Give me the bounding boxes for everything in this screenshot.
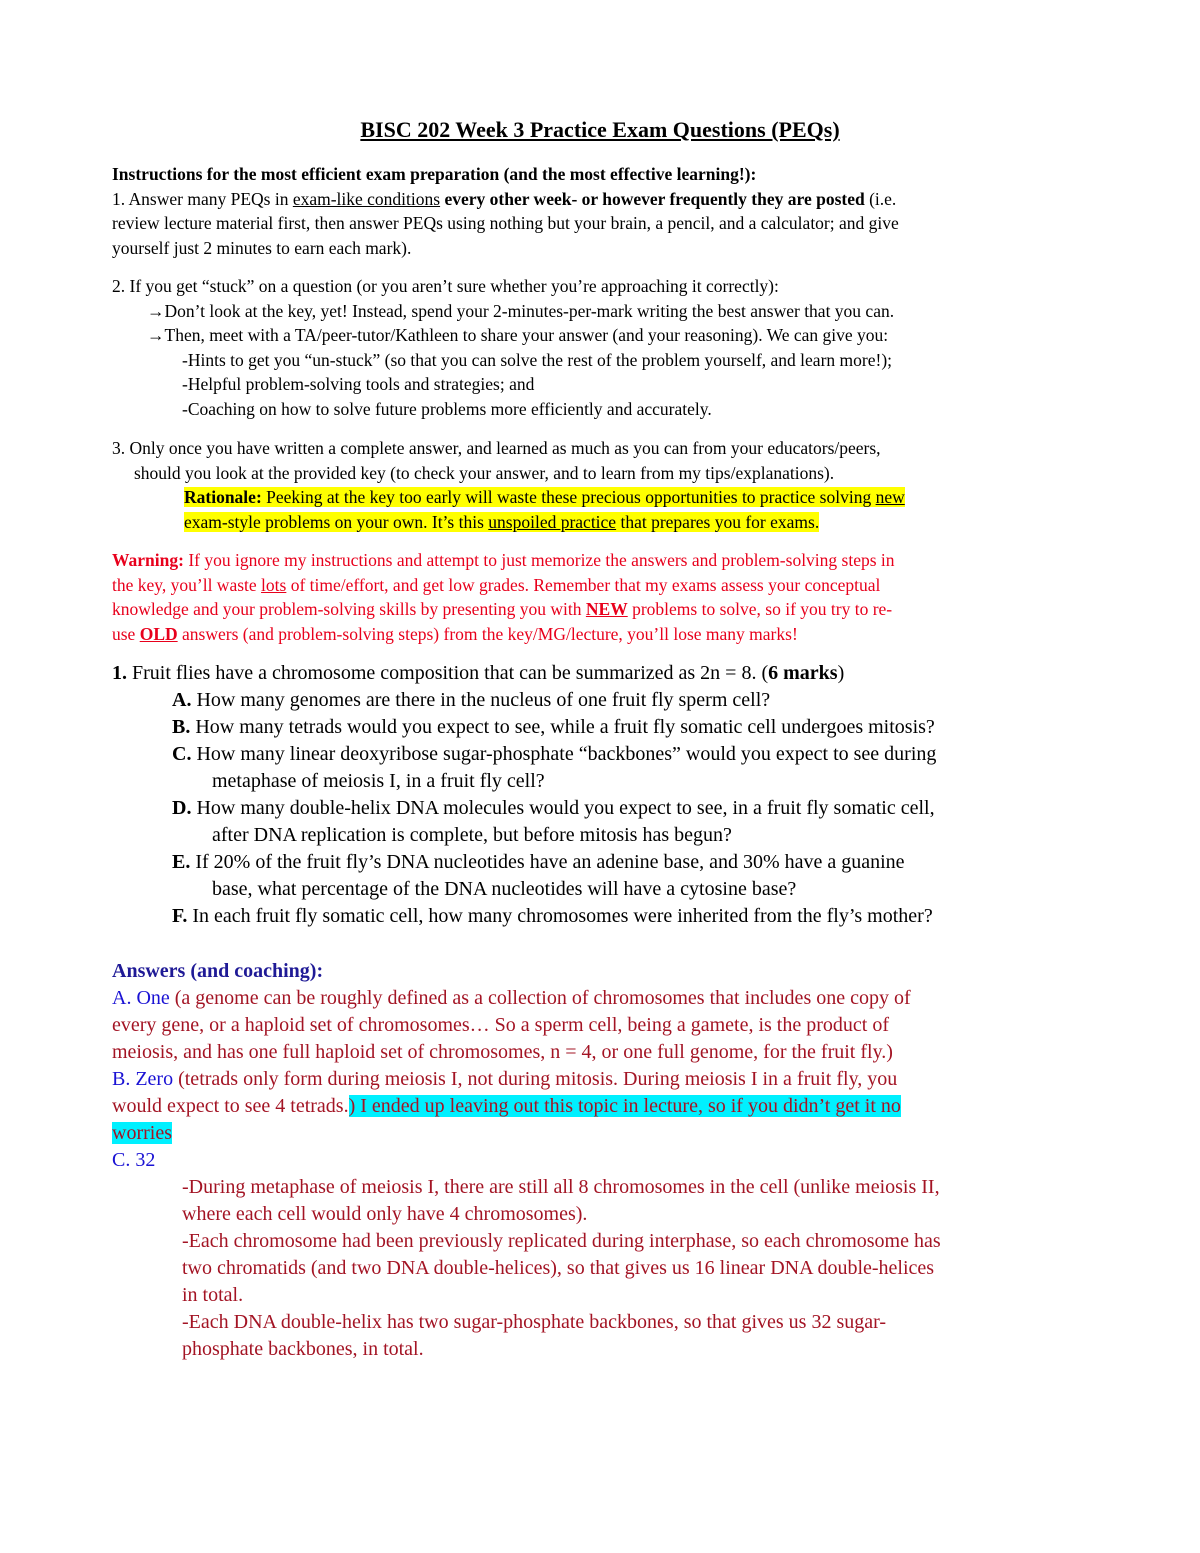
answer-a-line-1: A. One (a genome can be roughly defined as a collection of chromosomes that includes one copy of (112, 987, 911, 1009)
rationale-label: Rationale: (184, 487, 262, 507)
instruction-1-line-3: yourself just 2 minutes to earn each mark). (112, 237, 412, 258)
question-part-d-cont: after DNA replication is complete, but before mitosis has begun? (212, 824, 732, 846)
answer-c-line-2: where each cell would only have 4 chromosomes). (182, 1203, 588, 1225)
answer-c-line-5: in total. (182, 1284, 244, 1306)
question-part-e: E. If 20% of the fruit fly’s DNA nucleotides have an adenine base, and 30% have a guanine (172, 851, 905, 873)
instruction-1-line-2: review lecture material first, then answer PEQs using nothing but your brain, a pencil, and a calculator; and give (112, 213, 899, 233)
warning-label: Warning: (112, 550, 184, 570)
instructions-heading: Instructions for the most efficient exam preparation (and the most effective learning!): (112, 164, 757, 184)
answers-section (112, 958, 1092, 1363)
question-part-f: F. In each fruit fly somatic cell, how many chromosomes were inherited from the fly’s mother? (172, 905, 933, 927)
exam-like-conditions-text: exam-like conditions (292, 188, 441, 209)
instructions-section (112, 162, 1092, 260)
answer-c-line-3: -Each chromosome had been previously replicated during interphase, so each chromosome has (182, 1230, 941, 1252)
answer-b-line-3: worries (112, 1122, 172, 1144)
warning-line-1: Warning: If you ignore my instructions and attempt to just memorize the answers and problem-solving steps in (112, 550, 895, 570)
instruction-2-hint-1: -Hints to get you “un-stuck” (so that you can solve the rest of the problem yourself, and learn more!); (182, 349, 893, 370)
rationale-line-1: Rationale: Peeking at the key too early will waste these precious opportunities to practice solving new (184, 487, 905, 507)
answer-c-line-4: two chromatids (and two DNA double-helices), so that gives us 16 linear DNA double-helices (182, 1257, 935, 1279)
warning-line-2: the key, you’ll waste lots of time/effort, and get low grades. Remember that my exams assess your conceptual (112, 574, 881, 595)
instruction-2-arrow-2: →Then, meet with a TA/peer-tutor/Kathleen to share your answer (and your reasoning). We can give you: (147, 325, 889, 345)
answer-c-line-7: phosphate backbones, in total. (182, 1338, 424, 1360)
instruction-2-line-1: 2. If you get “stuck” on a question (or you aren’t sure whether you’re approaching it correctly): (112, 276, 779, 296)
answers-heading: Answers (and coaching): (112, 960, 324, 982)
page-title: BISC 202 Week 3 Practice Exam Questions (PEQs) (360, 117, 840, 142)
question-marks: 6 marks (768, 662, 838, 684)
question-part-b: B. How many tetrads would you expect to see, while a fruit fly somatic cell undergoes mitosis? (172, 716, 935, 738)
answer-a-line-3: meiosis, and has one full haploid set of chromosomes, n = 4, or one full genome, for the fruit fly.) (112, 1041, 893, 1063)
answer-c-line-1: -During metaphase of meiosis I, there are still all 8 chromosomes in the cell (unlike meiosis II, (182, 1176, 940, 1198)
question-1-stem: 1. Fruit flies have a chromosome composition that can be summarized as 2n = 8. (6 marks) (112, 662, 845, 684)
instruction-3 (112, 436, 1092, 534)
warning-section (112, 548, 1092, 646)
answer-c-line-6: -Each DNA double-helix has two sugar-phosphate backbones, so that gives us 32 sugar- (182, 1311, 887, 1333)
answer-a-line-2: every gene, or a haploid set of chromosomes… So a sperm cell, being a gamete, is the product of (112, 1014, 889, 1036)
answer-c-label: C. 32 (112, 1149, 156, 1171)
instruction-1-line-1: 1. Answer many PEQs in exam-like conditions every other week- or however frequently they are posted (i.e. (112, 188, 897, 209)
question-part-c: C. How many linear deoxyribose sugar-phosphate “backbones” would you expect to see during (172, 743, 937, 765)
instruction-3-line-1: 3. Only once you have written a complete answer, and learned as much as you can from your educators/peers, (112, 438, 881, 458)
question-part-a: A. How many genomes are there in the nucleus of one fruit fly sperm cell? (172, 689, 771, 711)
answer-b-line-2: would expect to see 4 tetrads.) I ended up leaving out this topic in lecture, so if you didn’t get it no (112, 1095, 901, 1117)
answer-b-highlight: ) I ended up leaving out this topic in lecture, so if you didn’t get it no (348, 1095, 901, 1117)
instruction-2-arrow-1: →Don’t look at the key, yet! Instead, spend your 2-minutes-per-mark writing the best answer that you can. (147, 300, 895, 321)
warning-line-4: use OLD answers (and problem-solving steps) from the key/MG/lecture, you’ll lose many marks! (112, 623, 798, 644)
instruction-2 (112, 274, 1092, 421)
instruction-2-hint-3: -Coaching on how to solve future problems more efficiently and accurately. (182, 398, 712, 419)
question-part-c-cont: metaphase of meiosis I, in a fruit fly cell? (212, 770, 545, 792)
question-part-e-cont: base, what percentage of the DNA nucleotides will have a cytosine base? (212, 878, 797, 900)
instruction-3-line-2: should you look at the provided key (to check your answer, and to learn from my tips/explanations). (134, 462, 835, 483)
rationale-line-2: exam-style problems on your own. It’s this unspoiled practice that prepares you for exams. (184, 511, 820, 532)
warning-line-3: knowledge and your problem-solving skills by presenting you with NEW problems to solve, so if you try to re- (112, 599, 893, 619)
question-1 (112, 660, 1092, 930)
answer-b-line-1: B. Zero (tetrads only form during meiosis I, not during mitosis. During meiosis I in a fruit fly, you (112, 1068, 898, 1090)
question-part-d: D. How many double-helix DNA molecules would you expect to see, in a fruit fly somatic cell, (172, 797, 935, 819)
instruction-2-hint-2: -Helpful problem-solving tools and strategies; and (182, 374, 535, 394)
